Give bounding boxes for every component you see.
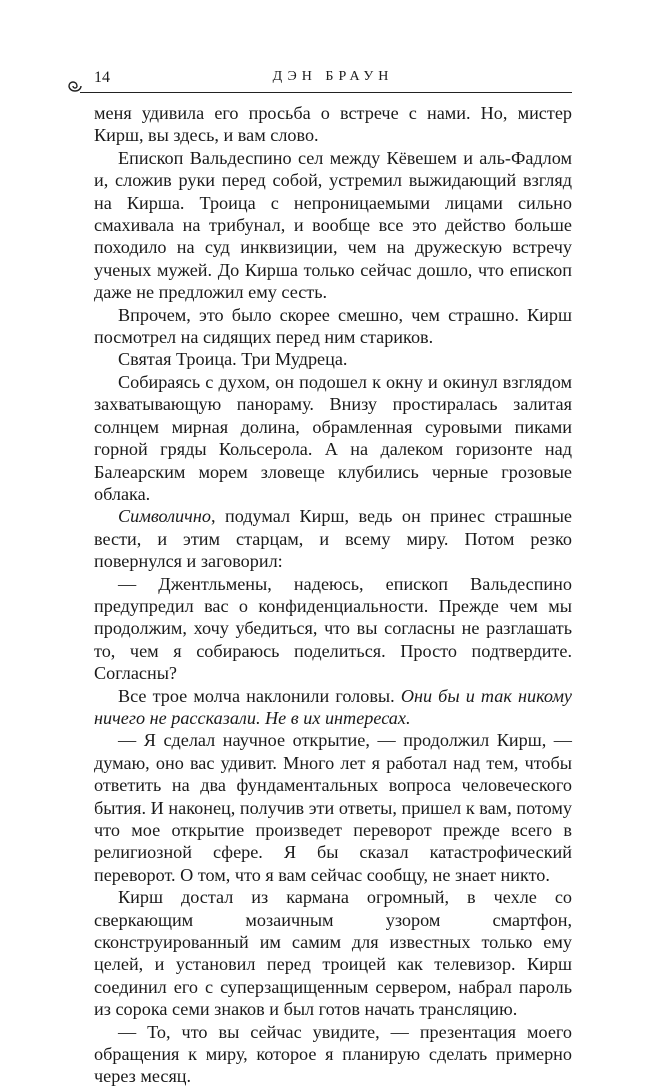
paragraph: Святая Троица. Три Мудреца.: [118, 349, 348, 370]
paragraph: Собираясь с духом, он подошел к окну и окинул взглядом захватывающую панораму. Внизу простиралась залитая солнцем мирная долина, обрамленная суровыми пиками горной гряды Кольсерола. А на далеком горизонте над Балеарским морем зловеще клубились черные грозовые облака.: [94, 371, 572, 504]
paragraph: Символично, подумал Кирш, ведь он принес страшные вести, и этим старцам, и всему миру. Потом резко повернулся и заговорил:: [94, 506, 572, 572]
paragraph: Епископ Вальдеспино сел между Кёвешем и аль-Фадлом и, сложив руки перед собой, устремил выжидающий взгляд на Кирша. Троица с непроницаемыми лицами сильно смахивала на трибунал, и вообще все это действо больше походило на суд инквизиции, чем на дружескую встречу ученых мужей. До Кирша только сейчас дошло, что епископ даже не предложил ему сесть.: [94, 147, 572, 303]
italic-text: Они бы и так никому ничего не рассказали. Не в их интересах.: [94, 685, 573, 728]
paragraph: Все трое молча наклонили головы. Они бы и так никому ничего не рассказали. Не в их интересах.: [94, 685, 573, 728]
ornament-swirl-icon: [66, 79, 84, 93]
paragraph: — Джентльмены, надеюсь, епископ Вальдеспино предупредил вас о конфиденциальности. Прежде чем мы продолжим, хочу убедиться, что вы согласны не разглашать то, чем я собираюсь поделиться. Просто подтвердите. Согласны?: [94, 573, 572, 684]
page-header: [94, 66, 572, 92]
paragraph: Кирш достал из кармана огромный, в чехле со сверкающим мозаичным узором смартфон, сконструированный им самим для известных только ему целей, и установил перед троицей как телевизор. Кирш соединил его с суперзащищенным сервером, набрал пароль из сорока семи знаков и был готов начать трансляцию.: [94, 887, 572, 1020]
italic-text: Символично: [118, 506, 211, 527]
running-title: ДЭН БРАУН: [272, 69, 394, 84]
paragraph: меня удивила его просьба о встрече с нами. Но, мистер Кирш, вы здесь, и вам слово.: [94, 103, 572, 146]
page-number: 14: [94, 69, 110, 86]
paragraph: — Я сделал научное открытие, — продолжил Кирш, — думаю, оно вас удивит. Много лет я работал над тем, чтобы ответить на два фундаментальных вопроса человеческого бытия. И наконец, получив эти ответы, пришел к вам, потому что мое открытие произведет переворот прежде всего в религиозной сфере. Я бы сказал катастрофический переворот. О том, что я вам сейчас сообщу, не знает никто.: [94, 730, 572, 885]
header-rule: [80, 92, 572, 93]
paragraph: — То, что вы сейчас увидите, — презентация моего обращения к миру, которое я планирую сделать примерно через месяц.: [94, 1021, 572, 1087]
paragraph: Впрочем, это было скорее смешно, чем страшно. Кирш посмотрел на сидящих перед ним стариков.: [94, 304, 572, 348]
body-text: [94, 102, 572, 1088]
